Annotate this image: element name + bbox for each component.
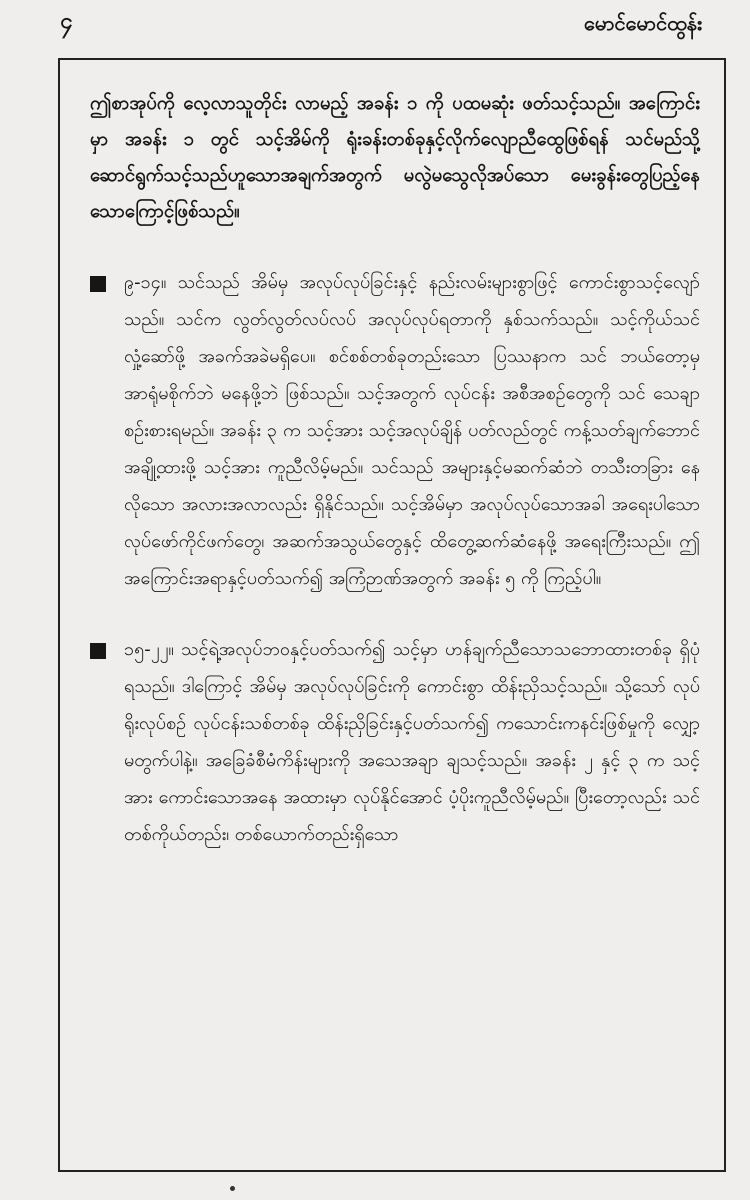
score-entry-15-22 xyxy=(90,631,700,853)
page-number: ၄ xyxy=(60,9,73,34)
score-entry-9-14 xyxy=(90,264,700,597)
square-bullet-icon xyxy=(90,276,106,292)
content-box xyxy=(58,58,726,1172)
square-bullet-icon xyxy=(90,643,106,659)
intro-paragraph: ဤစာအုပ်ကို လေ့လာသူတိုင်း လာမည့် အခန်း ၁ ကို ပထမဆုံး ဖတ်သင့်သည်။ အကြောင်းမှာ အခန်း ၁ တွင် သင့်အိမ်ကို ရုံးခန်းတစ်ခုနှင့်လိုက်လျောညီထွေဖြစ်ရန် သင်မည်သို့ ဆောင်ရွက်သင့်သည်ဟူသောအချက်အတွက် မလွဲမသွေလိုအပ်သော မေးခွန်းတွေပြည့်နေသောကြောင့်ဖြစ်သည်။ xyxy=(90,93,700,222)
footer-mark xyxy=(230,1186,235,1191)
entry-text: ၉-၁၄။ သင်သည် အိမ်မှ အလုပ်လုပ်ခြင်းနှင့် နည်းလမ်းများစွာဖြင့် ကောင်းစွာသင့်လျော်သည်။ သင်က လွတ်လွတ်လပ်လပ် အလုပ်လုပ်ရတာကို နှစ်သက်သည်။ သင့်ကိုယ်သင် လှုံ့ဆော်ဖို့ အခက်အခဲမရှိပေ။ စင်စစ်တစ်ခုတည်းသော ပြဿနာက သင် ဘယ်တော့မှ အာရုံမစိုက်ဘဲ မနေဖို့ဘဲ ဖြစ်သည်။ သင့်အတွက် လုပ်ငန်း အစီအစဉ်တွေကို သင် သေချာ စဉ်းစားရမည်။ အခန်း ၃ က သင့်အား သင့်အလုပ်ချိန် ပတ်လည်တွင် ကန့်သတ်ချက်ဘောင် အချို့ထားဖို့ သင့်အား ကူညီလိမ့်မည်။ သင်သည် အများနှင့်မဆက်ဆံဘဲ တသီးတခြား နေလိုသော အလားအလာလည်း ရှိနိုင်သည်။ သင့်အိမ်မှာ အလုပ်လုပ်သောအခါ အရေးပါသော လုပ်ဖော်ကိုင်ဖက်တွေ၊ အဆက်အသွယ်တွေနှင့် ထိတွေ့ဆက်ဆံနေဖို့ အရေးကြီးသည်။ ဤအကြောင်းအရာနှင့်ပတ်သက်၍ အကြံဉာဏ်အတွက် အခန်း ၅ ကို ကြည့်ပါ။ xyxy=(124,272,700,589)
entry-text: ၁၅-၂၂။ သင့်ရဲ့အလုပ်ဘဝနှင့်ပတ်သက်၍ သင့်မှာ ဟန်ချက်ညီသောသဘောထားတစ်ခု ရှိပုံရသည်။ ဒါကြောင့် အိမ်မှ အလုပ်လုပ်ခြင်းကို ကောင်းစွာ ထိန်းညှိသင့်သည်။ သို့သော် လုပ်ရိုးလုပ်စဉ် လုပ်ငန်းသစ်တစ်ခု ထိန်းညှိခြင်းနှင့်ပတ်သက်၍ ကသောင်းကနင်းဖြစ်မှုကို လျှော့မတွက်ပါနဲ့။ အခြေခံစီမံကိန်းများကို အသေအချာ ချသင့်သည်။ အခန်း ၂ နှင့် ၃ က သင့်အား ကောင်းသောအနေ အထားမှာ လုပ်နိုင်အောင် ပံ့ပိုးကူညီလိမ့်မည်။ ပြီးတော့လည်း သင် တစ်ကိုယ်တည်း၊ တစ်ယောက်တည်းရှိသော xyxy=(124,639,700,845)
running-header: မောင်မောင်ထွန်း xyxy=(584,11,702,35)
